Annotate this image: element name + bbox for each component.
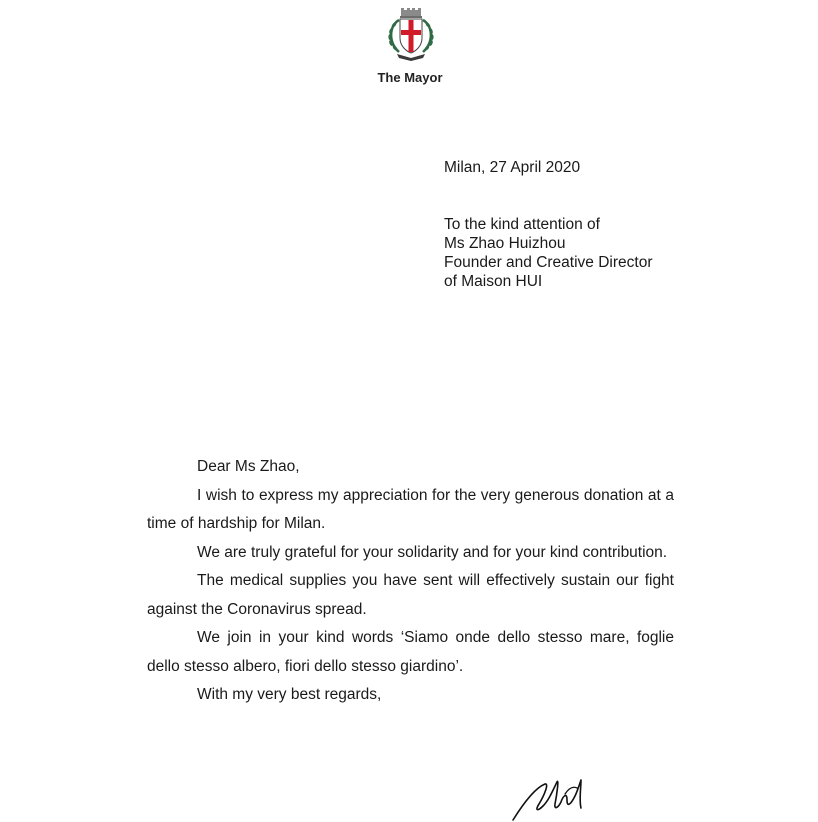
recipient-line-4: of Maison HUI [444, 273, 543, 290]
body-paragraph: We are truly grateful for your solidarity and for your kind contribution. [197, 543, 668, 561]
body-paragraph: The medical supplies you have sent will effectively sustain our fight against the Coronavirus spread. [147, 572, 674, 618]
closing: With my very best regards, [197, 686, 382, 703]
letter-body [147, 453, 674, 710]
salutation: Dear Ms Zhao, [197, 458, 300, 475]
body-paragraph: I wish to express my appreciation for the very generous donation at a time of hardship for Milan. [147, 486, 674, 532]
office-title: The Mayor [377, 70, 443, 85]
signature [505, 774, 605, 822]
recipient-line-1: To the kind attention of [444, 216, 600, 233]
recipient-line-3: Founder and Creative Director [444, 254, 653, 271]
body-paragraph: We join in your kind words ‘Siamo onde dello stesso mare, foglie dello stesso albero, fiori dello stesso giardino’. [147, 629, 674, 675]
milan-coat-of-arms-icon [385, 8, 437, 62]
date-line: Milan, 27 April 2020 [444, 159, 581, 176]
recipient-block [444, 215, 653, 291]
recipient-line-2: Ms Zhao Huizhou [444, 235, 566, 252]
